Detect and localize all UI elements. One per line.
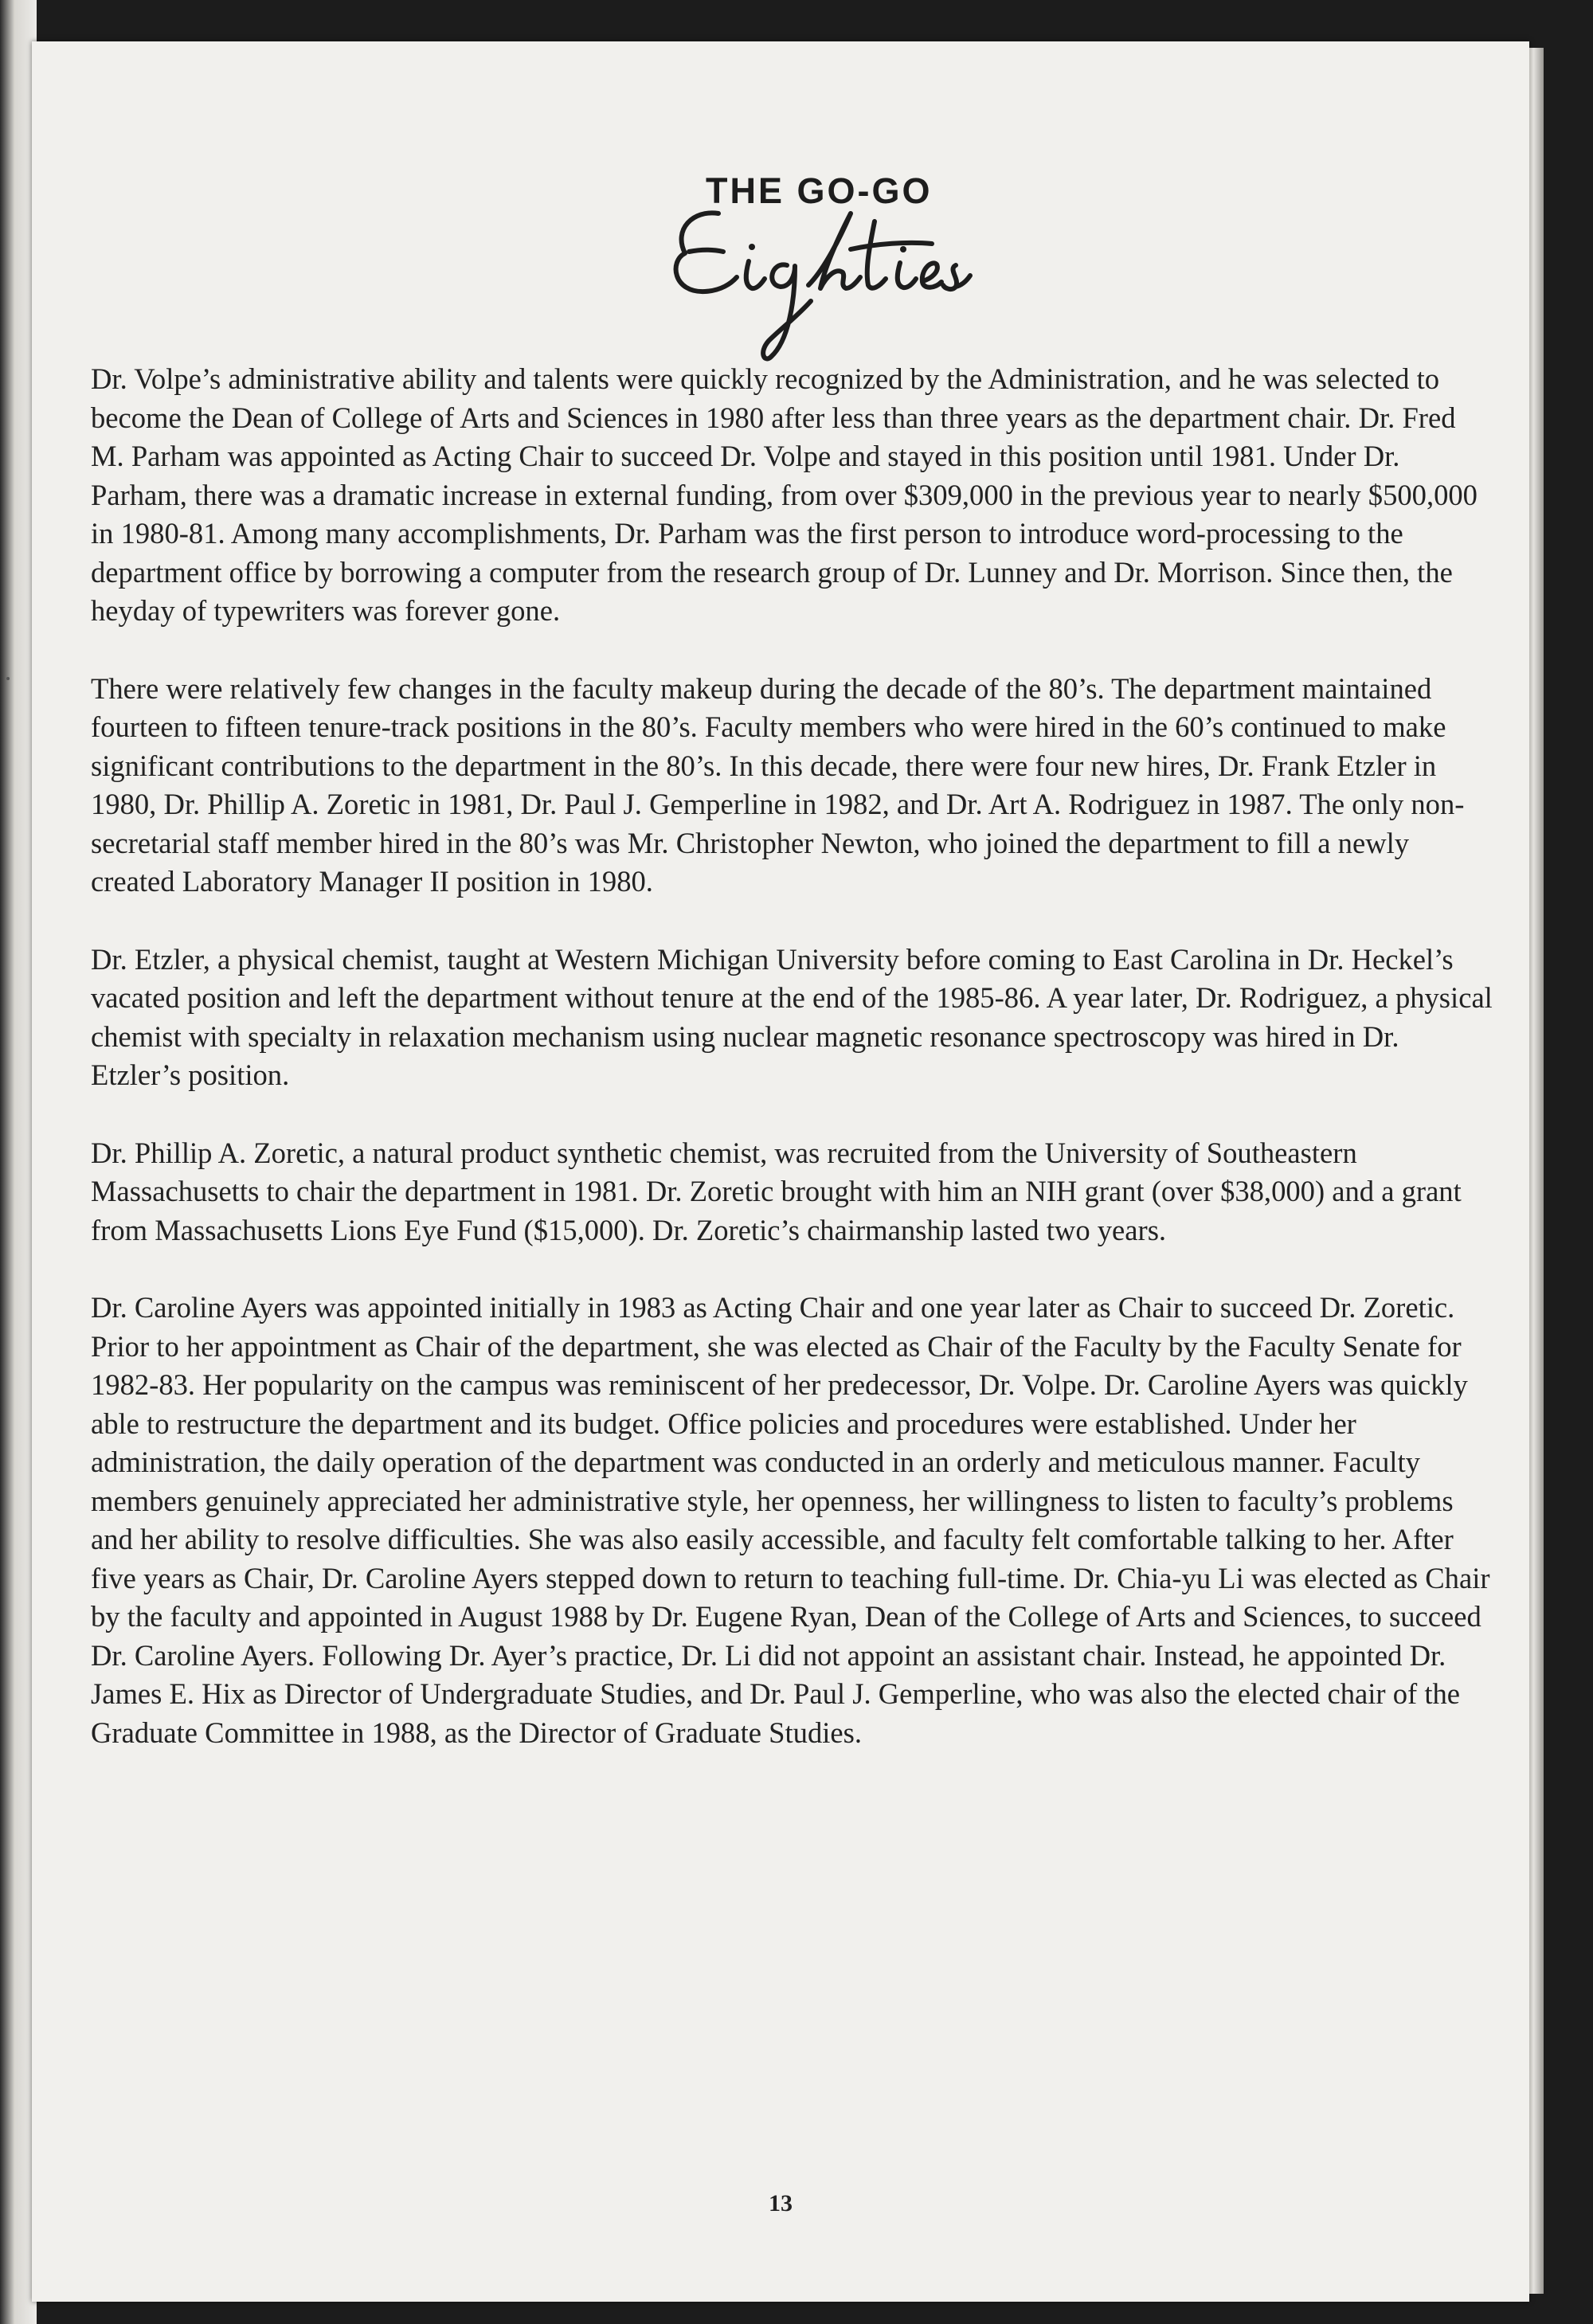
heading-prefix: THE GO-GO bbox=[706, 170, 933, 211]
chapter-heading bbox=[669, 129, 1027, 368]
heading-script-word bbox=[669, 205, 1027, 365]
paragraph-3: Dr. Etzler, a physical chemist, taught at Western Michigan University before coming to East Carolina in Dr. Heckel’s vacated position and left the department without tenure at the end of the 1985-86. A year later, Dr. Rodriguez, a physical chemist with specialty in relaxation mechanism using nuclear magnetic resonance spectroscopy was hired in Dr. Etzler’s position. bbox=[91, 942, 1493, 1091]
document-page bbox=[32, 41, 1529, 2302]
paragraph-2: There were relatively few changes in the faculty makeup during the decade of the 80’s. The department maintained fourteen to fifteen tenure-track positions in the 80’s. Faculty members who were hired in the 60’s continued to make significant contributions to the department in the 80’s. In this decade, there were four new hires, Dr. Frank Etzler in 1980, Dr. Phillip A. Zoretic in 1981, Dr. Paul J. Gemperline in 1982, and Dr. Art A. Rodriguez in 1987. The only non-secretarial staff member hired in the 80’s was Mr. Christopher Newton, who joined the department to fill a newly created Laboratory Manager II position in 1980. bbox=[91, 671, 1465, 898]
paragraph-1: Dr. Volpe’s administrative ability and talents were quickly recognized by the Administration, and he was selected to become the Dean of College of Arts and Sciences in 1980 after less than three years as the department chair. Dr. Fred M. Parham was appointed as Acting Chair to succeed Dr. Volpe and stayed in this position until 1981. Under Dr. Parham, there was a dramatic increase in external funding, from over $309,000 in the previous year to nearly $500,000 in 1980-81. Among many accomplishments, Dr. Parham was the first person to introduce word-processing to the department office by borrowing a computer from the research group of Dr. Lunney and Dr. Morrison. Since then, the heyday of typewriters was forever gone. bbox=[91, 362, 1478, 627]
body-text bbox=[91, 360, 1494, 1791]
page-number: 13 bbox=[769, 2190, 793, 2216]
margin-mark bbox=[6, 677, 10, 680]
page-right-edge bbox=[1529, 48, 1544, 2294]
paragraph-5: Dr. Caroline Ayers was appointed initially in 1983 as Acting Chair and one year later as Chair to succeed Dr. Zoretic. Prior to her appointment as Chair of the department, she was elected as Chair of the Faculty by the Faculty Senate for 1982-83. Her popularity on the campus was reminiscent of her predecessor, Dr. Volpe. Dr. Caroline Ayers was quickly able to restructure the department and its budget. Office policies and procedures were established. Under her administration, the daily operation of the department was conducted in an orderly and meticulous manner. Faculty members genuinely appreciated her administrative style, her openness, her willingness to listen to faculty’s problems and her ability to resolve difficulties. She was also easily accessible, and faculty felt comfortable talking to her. After five years as Chair, Dr. Caroline Ayers stepped down to return to teaching full-time. Dr. Chia-yu Li was elected as Chair by the faculty and appointed in August 1988 by Dr. Eugene Ryan, Dean of the College of Arts and Sciences, to succeed Dr. Caroline Ayers. Following Dr. Ayer’s practice, Dr. Li did not appoint an assistant chair. Instead, he appointed Dr. James E. Hix as Director of Undergraduate Studies, and Dr. Paul J. Gemperline, who was also the elected chair of the Graduate Committee in 1988, as the Director of Graduate Studies. bbox=[91, 1291, 1490, 1749]
paragraph-4: Dr. Phillip A. Zoretic, a natural product synthetic chemist, was recruited from the University of Southeastern Massachusetts to chair the department in 1981. Dr. Zoretic brought with him an NIH grant (over $38,000) and a grant from Massachusetts Lions Eye Fund ($15,000). Dr. Zoretic’s chairmanship lasted two years. bbox=[91, 1136, 1462, 1246]
